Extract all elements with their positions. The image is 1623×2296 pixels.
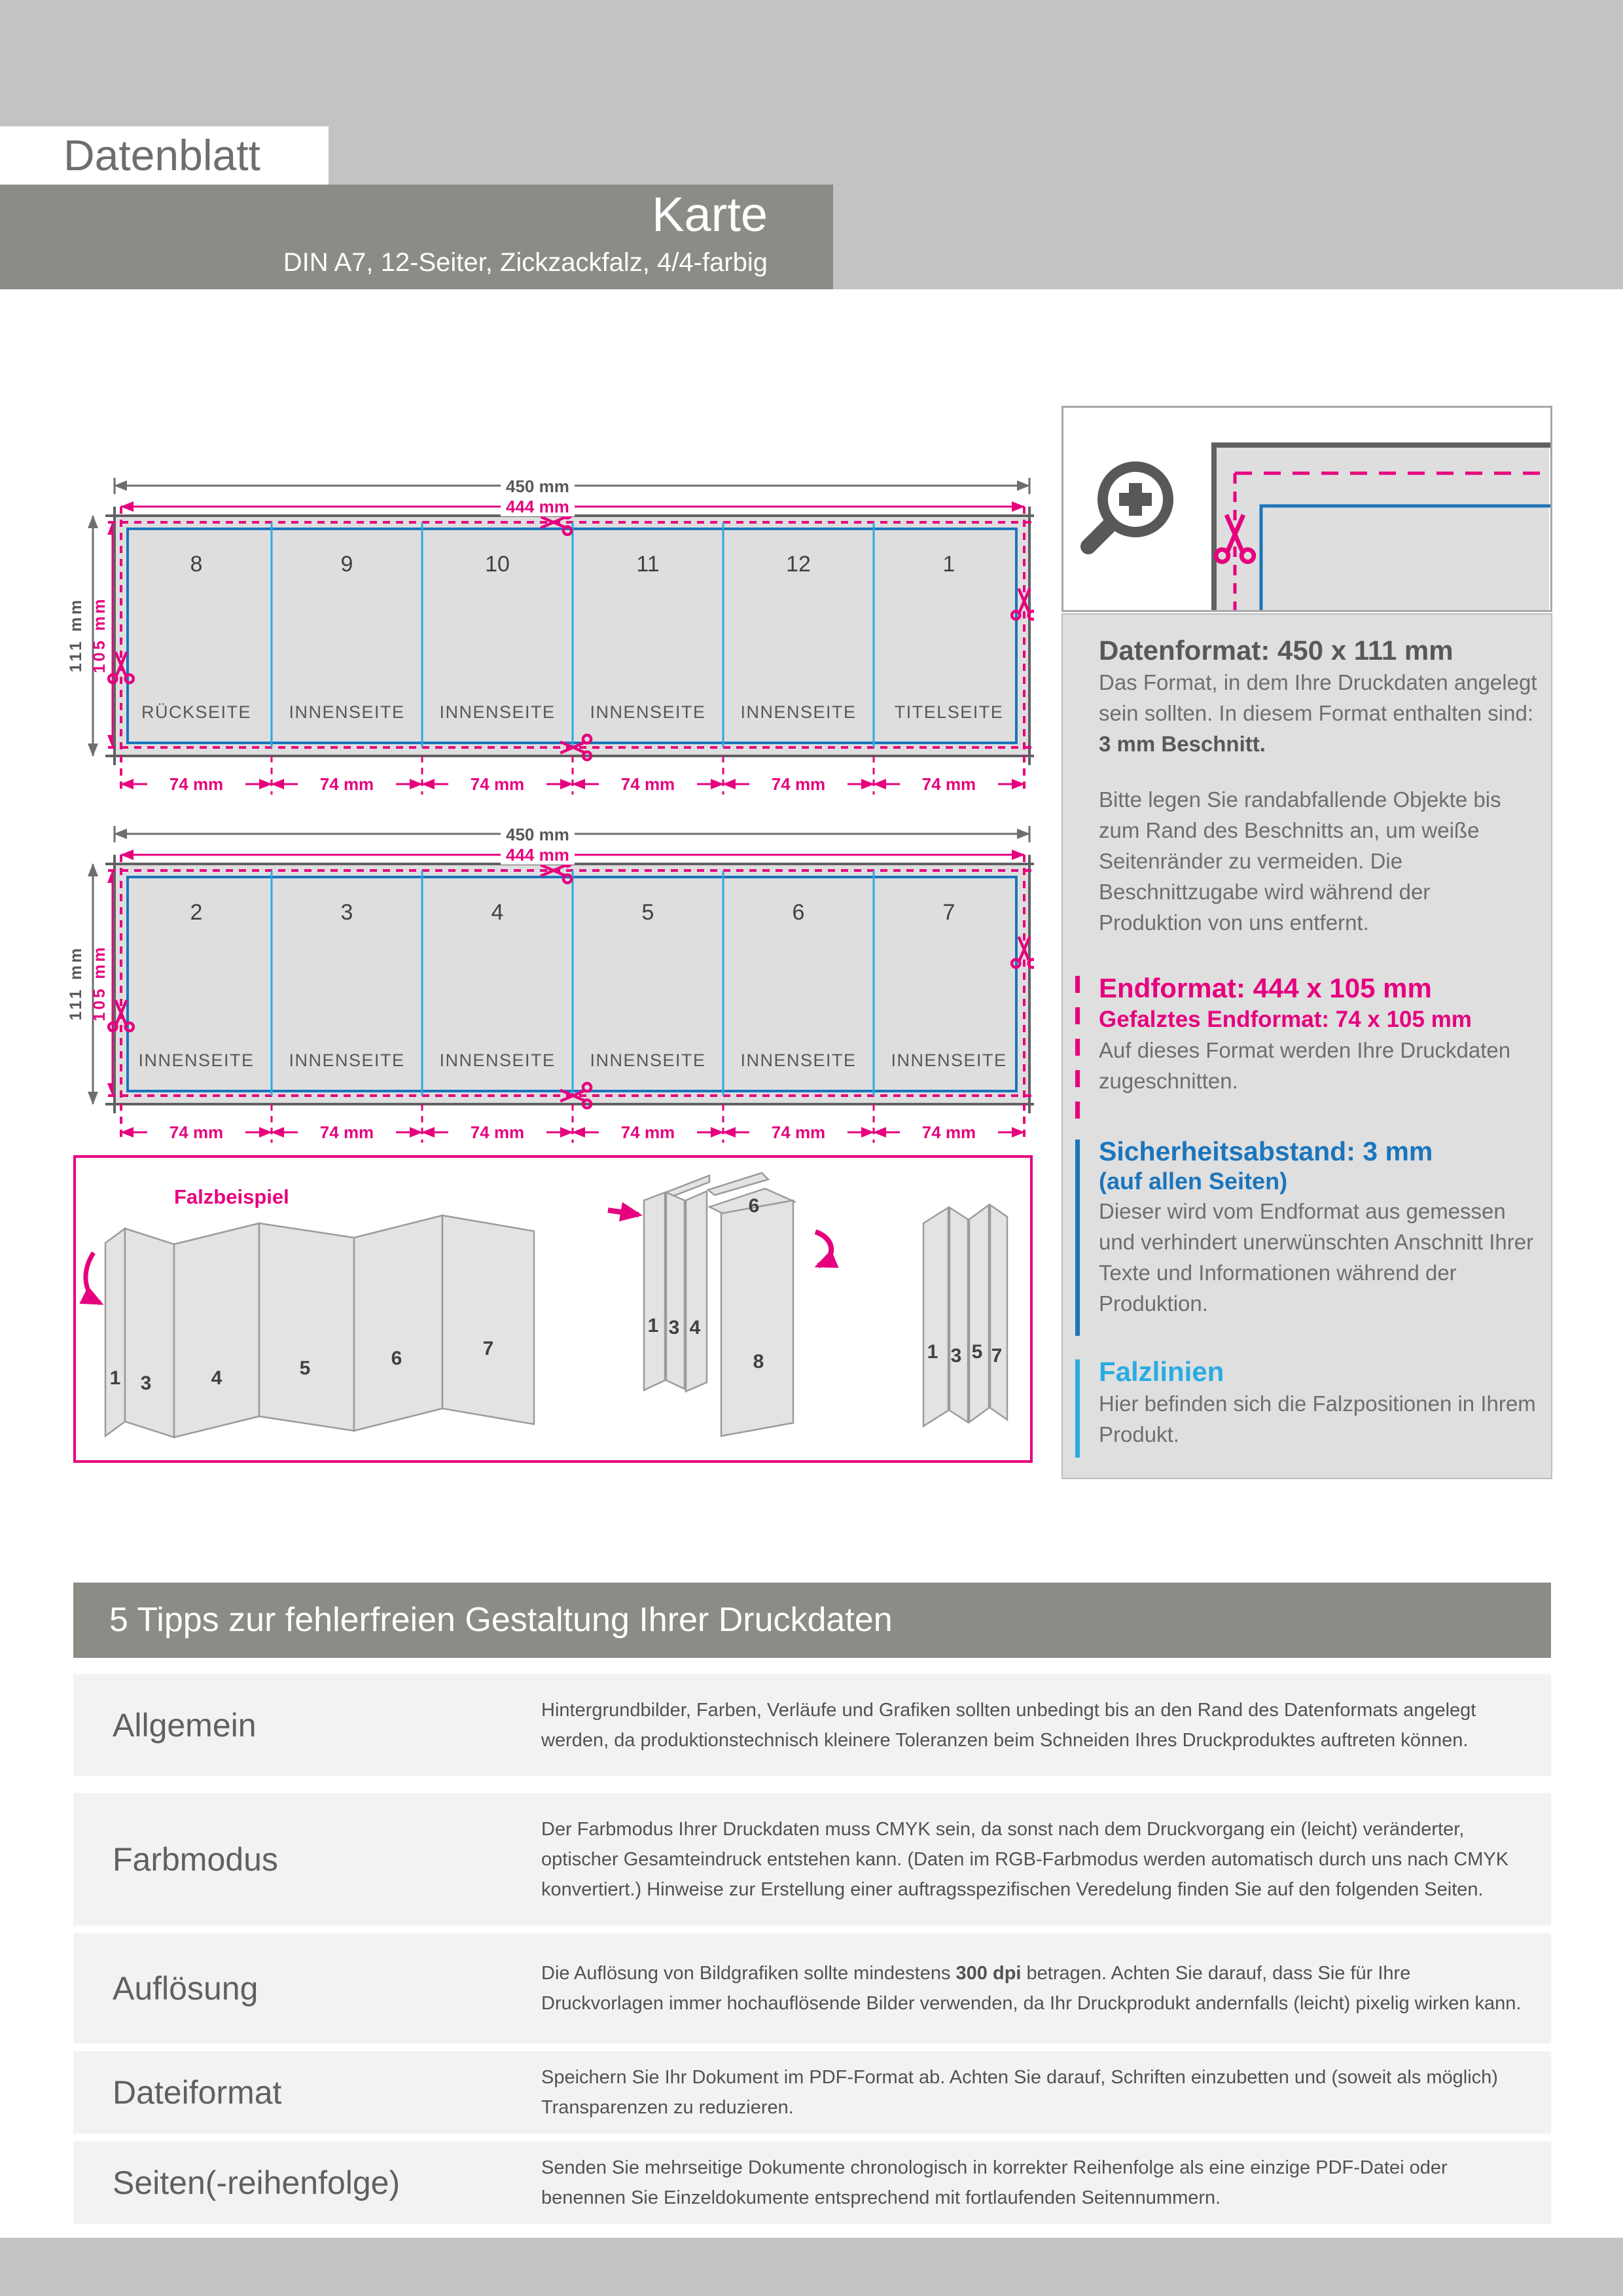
panel-side-label: INNENSEITE — [740, 702, 857, 722]
panel-number: 12 — [786, 552, 811, 577]
panel-side-label: RÜCKSEITE — [141, 702, 252, 722]
fold-panel-number: 3 — [668, 1317, 680, 1338]
dim-74: 74 mm — [448, 774, 546, 794]
spread-diagram-outside — [67, 476, 1034, 807]
fold-step-2 — [608, 1173, 831, 1436]
falzlinien-marker-bar — [1075, 1359, 1080, 1458]
falzlinien-body: Hier befinden sich die Falzpositionen in Ihrem Produkt. — [1099, 1391, 1536, 1446]
tip-text-part: Die Auflösung von Bildgrafiken sollte mindestens — [541, 1963, 956, 1984]
tip-label: Seiten(-reihenfolge) — [113, 2164, 401, 2201]
tip-text: Speichern Sie Ihr Dokument im PDF-Format ab. Achten Sie darauf, Schriften einzubetten und (soweit als möglich) Transparenzen zu reduzieren. — [541, 2067, 1498, 2118]
spread-diagram-inside — [67, 825, 1034, 1155]
corner-detail-graphic — [1063, 408, 1550, 610]
tip-row-farbmodus — [73, 1793, 1551, 1926]
fold-panel-number: 1 — [109, 1367, 121, 1389]
panel-side-label: TITELSEITE — [894, 702, 1004, 722]
panel-number: 6 — [792, 900, 805, 925]
panel-side-label: INNENSEITE — [891, 1050, 1007, 1070]
safety-body: Dieser wird vom Endformat aus gemessen und verhindert unerwünschten Anschnitt Ihrer Texte und Informationen während der Produktion. — [1099, 1199, 1534, 1316]
panel-side-label: INNENSEITE — [740, 1050, 857, 1070]
datenformat-body — [1099, 667, 1538, 759]
panel-side-label: INNENSEITE — [439, 702, 556, 722]
endformat-body: Auf dieses Format werden Ihre Druckdaten zugeschnitten. — [1099, 1038, 1511, 1093]
fold-panel-number: 4 — [689, 1317, 701, 1338]
fold-panel-number: 8 — [753, 1351, 764, 1372]
bleed-note: Bitte legen Sie randabfallende Objekte bis zum Rand des Beschnitts an, um weiße Seitenränder zu vermeiden. Die Beschnittzugabe wird während der Produktion von uns entfernt. — [1099, 787, 1501, 935]
tip-row-aufloesung — [73, 1933, 1551, 2043]
fold-panel-number: 7 — [482, 1338, 494, 1359]
product-subtitle: DIN A7, 12-Seiter, Zickzackfalz, 4/4-farbig — [283, 248, 768, 277]
falzlinien-section — [1099, 1355, 1538, 1450]
safety-marker-bar — [1075, 1139, 1080, 1336]
tip-label: Dateiformat — [113, 2074, 282, 2111]
panel-number: 8 — [190, 552, 203, 577]
panel-side-label: INNENSEITE — [590, 1050, 706, 1070]
endformat-title: Endformat: 444 x 105 mm — [1099, 973, 1432, 1003]
fold-step-3 — [923, 1205, 1007, 1426]
measure-frame-graphic — [72, 825, 1034, 1155]
fold-panel-number: 6 — [391, 1348, 402, 1369]
tip-text: Hintergrundbilder, Farben, Verläufe und Grafiken sollten unbedingt bis an den Rand des Datenformats angelegt werden, da produktionstechnisch kleinere Toleranzen beim Schneiden Ihres Druckproduktes auftreten können. — [541, 1700, 1476, 1751]
panel-number: 10 — [485, 552, 510, 577]
falzlinien-title: Falzlinien — [1099, 1356, 1224, 1387]
fold-arrow-icon — [815, 1232, 831, 1266]
tip-text-bold: 300 dpi — [955, 1963, 1022, 1984]
fold-panel-number: 5 — [299, 1357, 311, 1379]
dim-450: 450 mm — [501, 825, 575, 844]
panel-number: 7 — [942, 900, 955, 925]
zoom-in-icon — [1088, 467, 1168, 547]
dim-74: 74 mm — [298, 774, 396, 794]
panel-number: 1 — [942, 552, 955, 577]
panel-number: 4 — [491, 900, 504, 925]
endformat-subtitle: Gefalztes Endformat: 74 x 105 mm — [1099, 1007, 1472, 1032]
tip-text-part: betragen. Achten Sie darauf, dass Sie für Ihre Druckvorlagen immer hochauflösende Bilder verwenden, da Ihr Druckprodukt andernfalls (leicht) pixelig wirken kann. — [541, 1963, 1522, 2014]
tip-label: Allgemein — [113, 1707, 257, 1744]
dim-74: 74 mm — [448, 1122, 546, 1142]
dim-74: 74 mm — [147, 774, 245, 794]
dim-74: 74 mm — [599, 1122, 697, 1142]
panel-number: 9 — [340, 552, 353, 577]
dim-74: 74 mm — [749, 1122, 847, 1142]
fold-example-title: Falzbeispiel — [174, 1185, 289, 1208]
endformat-section — [1099, 972, 1538, 1096]
datenformat-title: Datenformat: 450 x 111 mm — [1099, 635, 1454, 666]
fold-panel-number: 6 — [748, 1195, 760, 1217]
panel-side-label: INNENSEITE — [289, 1050, 405, 1070]
fold-panel-number: 1 — [927, 1341, 938, 1363]
dim-105: 105 mm — [90, 944, 109, 1022]
dim-444: 444 mm — [501, 845, 575, 865]
detail-zoom-box — [1061, 406, 1552, 612]
product-title-band — [0, 185, 833, 289]
fold-arrow-icon — [86, 1253, 100, 1303]
datenformat-section — [1099, 634, 1538, 938]
safety-title: Sicherheitsabstand: 3 mm — [1099, 1136, 1433, 1166]
panel-side-label: INNENSEITE — [289, 702, 405, 722]
tip-text — [541, 1958, 1522, 2018]
fold-panel-number: 3 — [140, 1372, 152, 1394]
dim-450: 450 mm — [501, 476, 575, 496]
panel-side-label: INNENSEITE — [439, 1050, 556, 1070]
dim-111: 111 mm — [67, 597, 85, 673]
measure-frame-graphic — [72, 476, 1034, 807]
dim-74: 74 mm — [599, 774, 697, 794]
datenformat-body-text: Das Format, in dem Ihre Druckdaten angelegt sein sollten. In diesem Format enthalten sind: — [1099, 670, 1537, 725]
dim-74: 74 mm — [749, 774, 847, 794]
tips-header — [73, 1583, 1551, 1658]
dim-444: 444 mm — [501, 497, 575, 516]
dim-105: 105 mm — [90, 596, 109, 673]
panel-side-label: INNENSEITE — [138, 1050, 255, 1070]
tip-text: Senden Sie mehrseitige Dokumente chronologisch in korrekter Reihenfolge als eine einzige PDF-Datei oder benennen Sie Einzeldokumente entsprechend mit fortlaufenden Seitennummern. — [541, 2157, 1448, 2208]
fold-step-1 — [86, 1215, 534, 1437]
safety-subtitle: (auf allen Seiten) — [1099, 1168, 1288, 1194]
dim-74: 74 mm — [298, 1122, 396, 1142]
tips-title: 5 Tipps zur fehlerfreien Gestaltung Ihrer Druckdaten — [109, 1601, 893, 1639]
tip-label: Auflösung — [113, 1970, 259, 2007]
panel-number: 5 — [641, 900, 654, 925]
dim-111: 111 mm — [67, 945, 85, 1021]
footer-band — [0, 2238, 1623, 2296]
tip-row-dateiformat — [73, 2051, 1551, 2134]
fold-panel-number: 1 — [647, 1315, 659, 1336]
format-info-panel — [1061, 613, 1552, 1479]
sheet-label-text: Datenblatt — [63, 131, 260, 179]
datenformat-body-bold: 3 mm Beschnitt. — [1099, 732, 1266, 756]
tip-text: Der Farbmodus Ihrer Druckdaten muss CMYK sein, da sonst nach dem Druckvorgang ein (leicht) veränderter, optischer Gesamteindruck entstehen kann. (Daten im RGB-Farbmodus werden automatisch durch uns nach CMYK konvertiert.) Hinweise zur Erstellung einer auftragsspezifischen Veredelung finden Sie auf den folgenden Seiten. — [541, 1819, 1509, 1900]
panel-number: 3 — [340, 900, 353, 925]
tip-row-seitenreihenfolge — [73, 2142, 1551, 2224]
tip-label: Farbmodus — [113, 1841, 278, 1878]
tip-row-allgemein — [73, 1674, 1551, 1776]
endformat-marker-bar — [1075, 976, 1080, 1126]
panel-number: 2 — [190, 900, 203, 925]
fold-panel-number: 5 — [971, 1341, 983, 1363]
fold-panel-number: 4 — [211, 1367, 223, 1389]
dim-74: 74 mm — [900, 774, 998, 794]
fold-panel-number: 7 — [991, 1345, 1003, 1367]
dim-74: 74 mm — [147, 1122, 245, 1142]
dim-74: 74 mm — [900, 1122, 998, 1142]
fold-panel-number: 3 — [950, 1345, 962, 1367]
sheet-label — [0, 126, 329, 185]
panel-number: 11 — [636, 552, 660, 577]
panel-side-label: INNENSEITE — [590, 702, 706, 722]
fold-example-box — [73, 1155, 1033, 1463]
product-title: Karte — [652, 187, 768, 242]
safety-section — [1099, 1136, 1538, 1319]
fold-arrow-icon — [608, 1210, 639, 1215]
